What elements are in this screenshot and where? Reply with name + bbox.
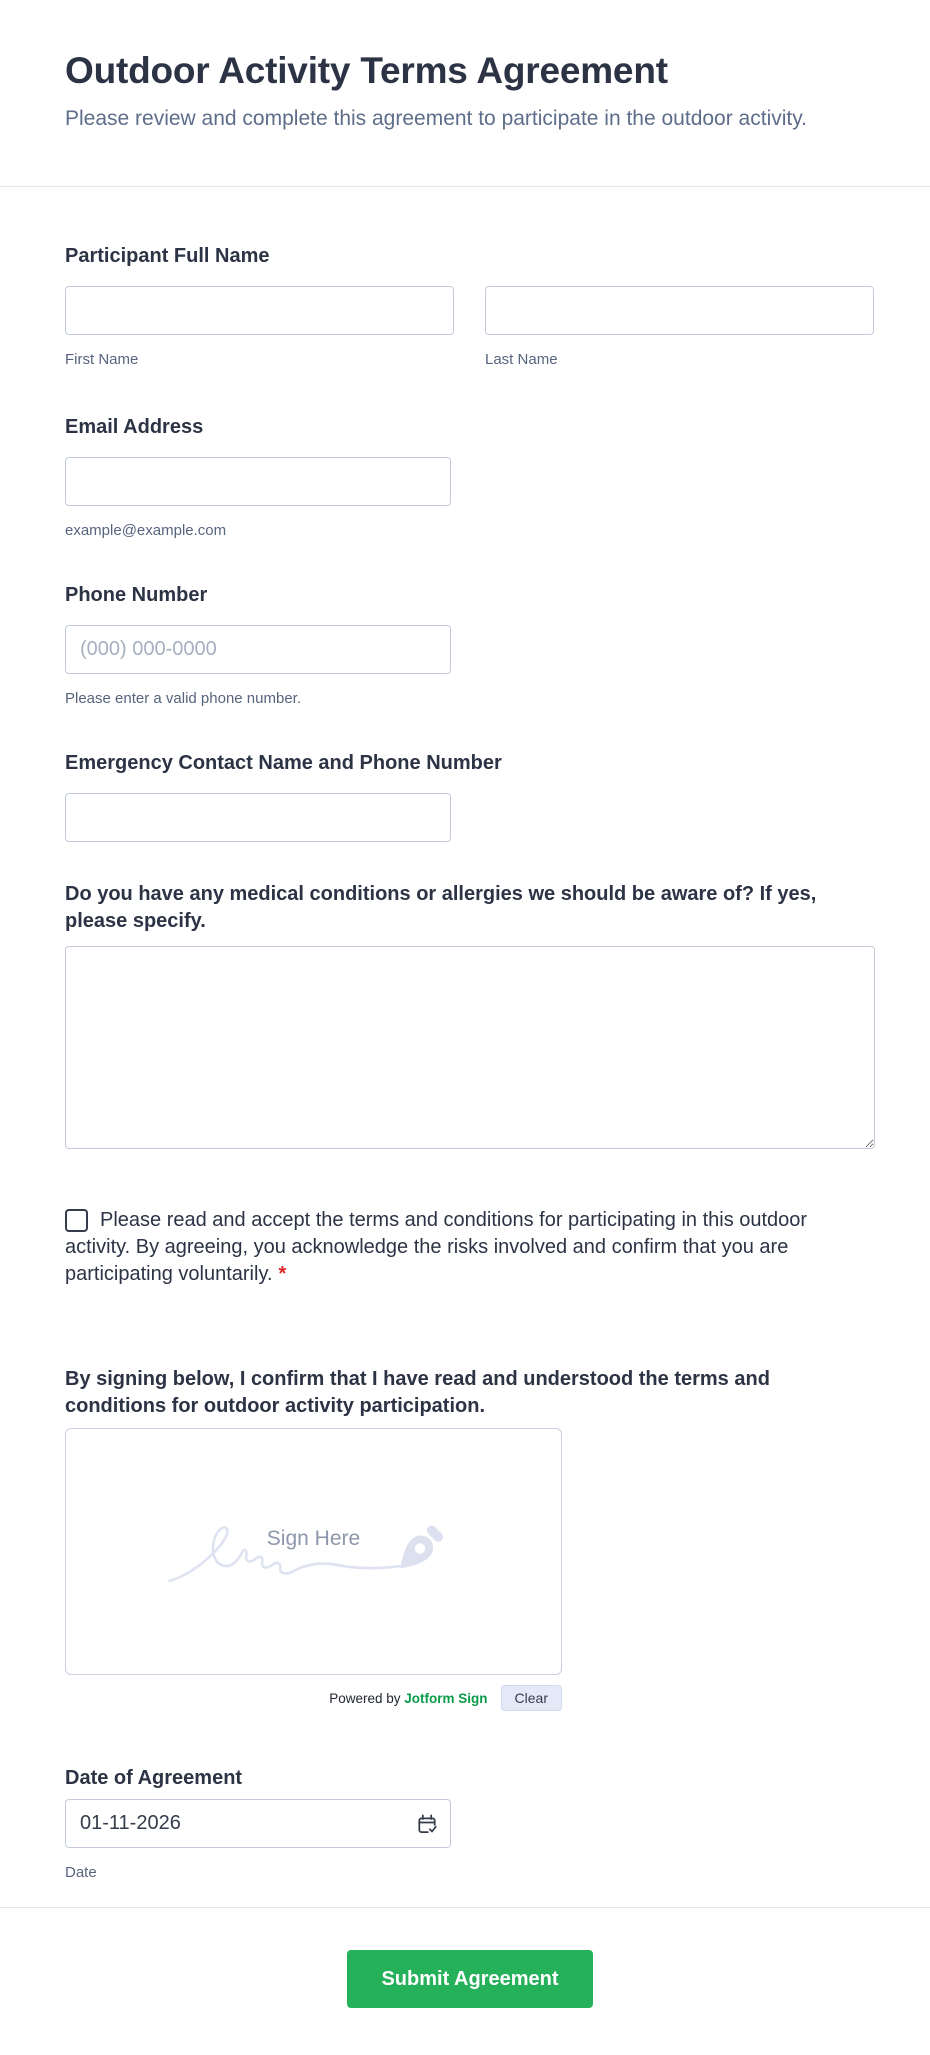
field-signature <box>65 1366 875 1711</box>
signature-placeholder-text: Sign Here <box>266 1527 361 1550</box>
powered-by <box>329 1691 487 1706</box>
emergency-contact-label: Emergency Contact Name and Phone Number <box>65 752 502 774</box>
phone-input[interactable] <box>65 625 451 674</box>
field-emergency-contact <box>65 750 875 842</box>
last-name-sublabel: Last Name <box>485 351 558 368</box>
field-phone <box>65 582 875 708</box>
terms-checkbox[interactable] <box>65 1209 88 1232</box>
email-input[interactable] <box>65 457 451 506</box>
page-subtitle: Please review and complete this agreement to participate in the outdoor activity. <box>65 107 808 130</box>
form-body <box>0 187 930 1908</box>
email-label: Email Address <box>65 416 204 438</box>
terms-checkbox-text: Please read and accept the terms and conditions for participating in this outdoor activity. By agreeing, you acknowledge the risks involved and confirm that you are participating voluntarily. <box>65 1209 808 1285</box>
footer-inner <box>65 1950 875 2008</box>
first-name-input[interactable] <box>65 286 454 335</box>
last-name-col <box>485 286 874 369</box>
medical-conditions-textarea[interactable] <box>65 946 875 1149</box>
signature-pad[interactable] <box>65 1428 562 1675</box>
pen-nib-icon <box>66 1429 561 1674</box>
signature-squiggle <box>170 1527 402 1580</box>
first-name-col <box>65 286 454 369</box>
jotform-sign-brand: Jotform Sign <box>404 1690 488 1706</box>
date-input[interactable] <box>65 1799 451 1848</box>
signature-label: By signing below, I confirm that I have read and understood the terms and conditions for outdoor activity participation. <box>65 1368 770 1417</box>
form-header <box>0 0 930 187</box>
submit-button[interactable]: Submit Agreement <box>347 1950 592 2008</box>
required-asterisk: * <box>278 1263 287 1285</box>
powered-by-text: Powered by <box>329 1690 401 1706</box>
emergency-contact-input[interactable] <box>65 793 451 842</box>
signature-footer <box>65 1685 562 1711</box>
last-name-input[interactable] <box>485 286 874 335</box>
email-sublabel: example@example.com <box>65 522 227 539</box>
form-footer <box>0 1908 930 2008</box>
first-name-sublabel: First Name <box>65 351 139 368</box>
phone-label: Phone Number <box>65 584 208 606</box>
participant-name-label: Participant Full Name <box>65 245 270 267</box>
date-sublabel: Date <box>65 1864 97 1881</box>
signature-clear-button[interactable]: Clear <box>501 1685 562 1711</box>
field-date <box>65 1765 875 1882</box>
page-title: Outdoor Activity Terms Agreement <box>65 50 668 91</box>
calendar-icon[interactable] <box>416 1813 438 1835</box>
phone-sublabel: Please enter a valid phone number. <box>65 690 301 707</box>
field-participant-name <box>65 243 875 369</box>
field-medical-conditions <box>65 881 875 1149</box>
terms-checkbox-row <box>65 1207 810 1288</box>
pen-nib-glyph <box>391 1521 447 1577</box>
field-email <box>65 414 875 540</box>
medical-conditions-label: Do you have any medical conditions or allergies we should be aware of? If yes, please specify. <box>65 883 817 932</box>
name-row <box>65 286 875 369</box>
date-input-wrap <box>65 1799 451 1848</box>
field-terms-checkbox <box>65 1207 875 1288</box>
date-label: Date of Agreement <box>65 1767 243 1789</box>
